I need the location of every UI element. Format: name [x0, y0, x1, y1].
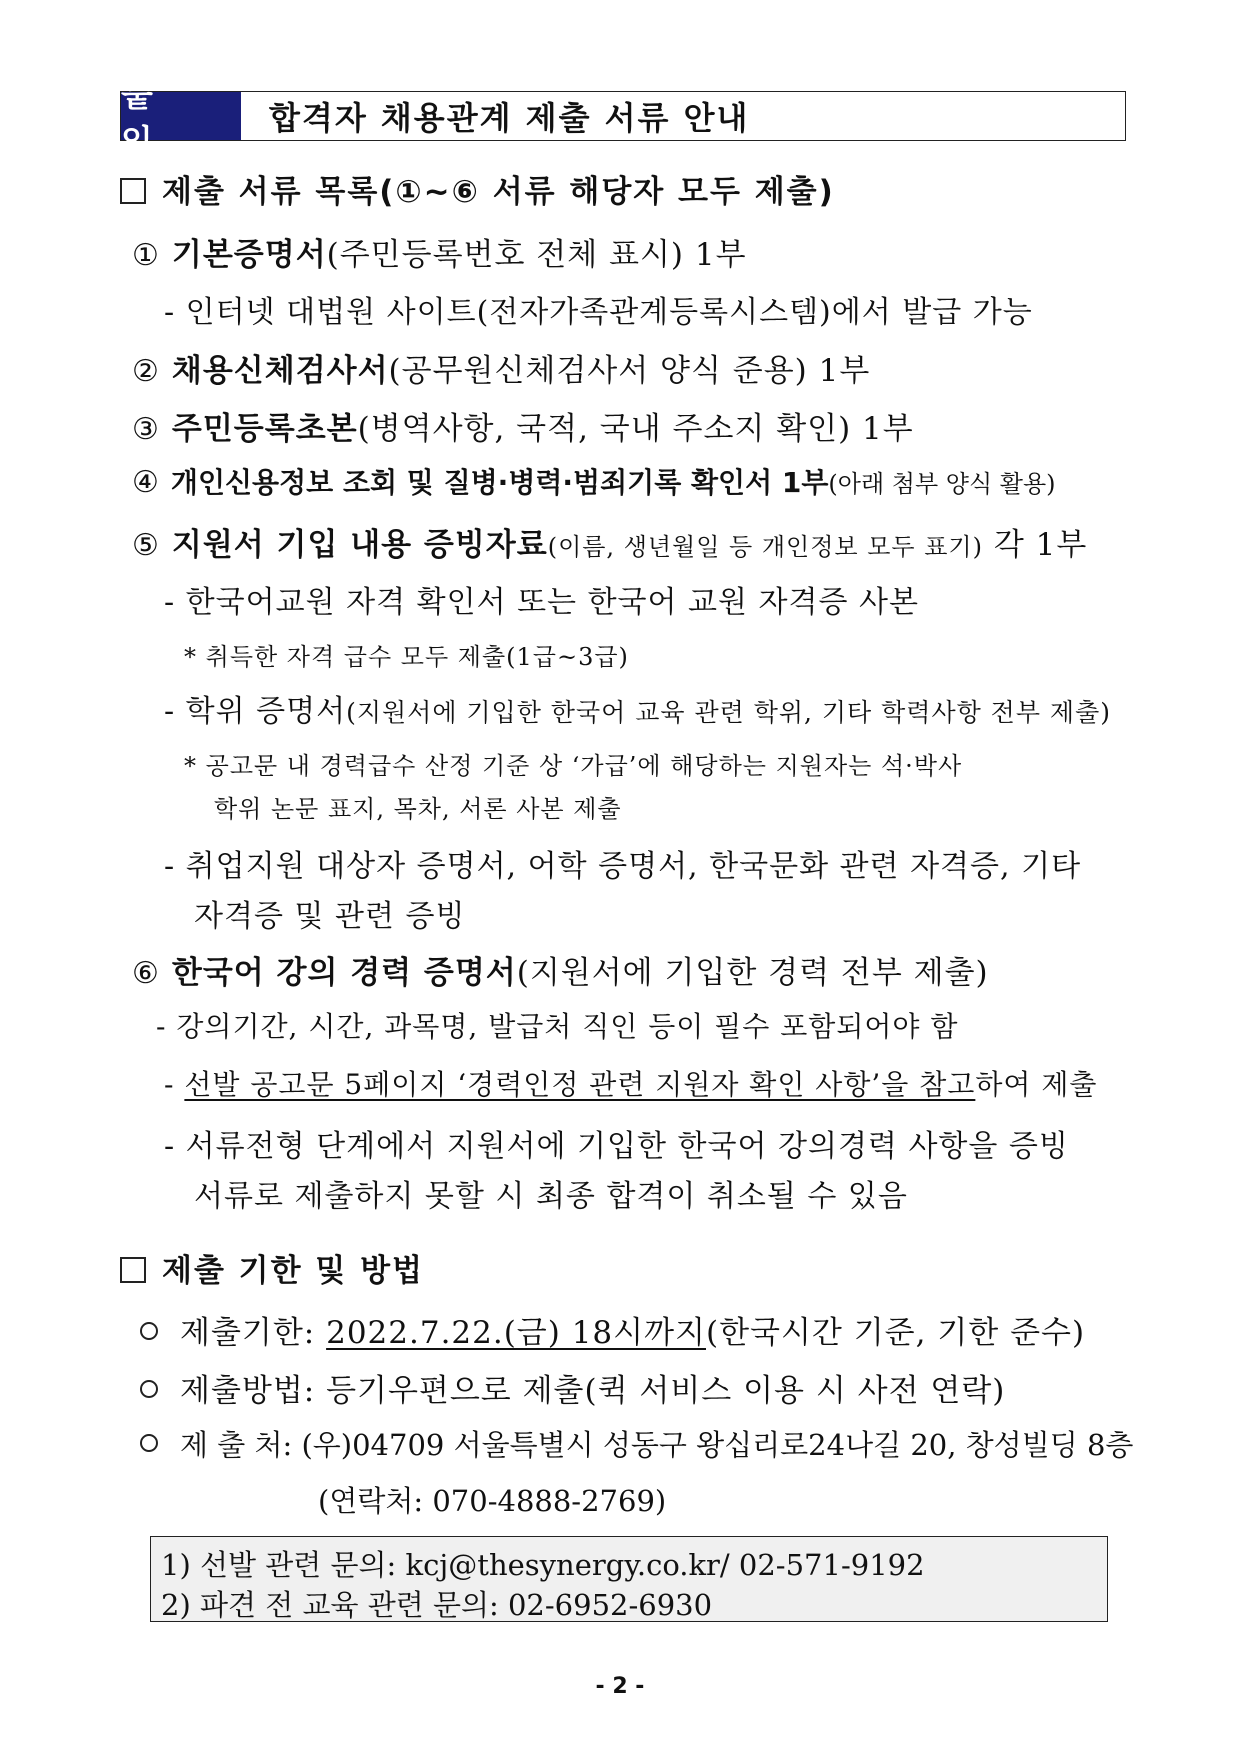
item-1-sub: - 인터넷 대법원 사이트(전자가족관계등록시스템)에서 발급 가능 — [164, 295, 1033, 330]
inquiry-line-2: 2) 파견 전 교육 관련 문의: 02-6952-6930 — [161, 1588, 713, 1622]
checkbox-square-icon — [120, 178, 146, 204]
section2-heading: 제출 기한 및 방법 — [120, 1245, 424, 1290]
item-4: ④ 개인신용정보 조회 및 질병·병력·범죄기록 확인서 1부(아래 첨부 양식 활용) — [132, 465, 1056, 500]
item-5-note-1: * 취득한 자격 급수 모두 제출(1급~3급) — [184, 643, 629, 671]
title-tag: 붙 임 — [121, 92, 241, 140]
item-6: ⑥ 한국어 강의 경력 증명서(지원서에 기입한 경력 전부 제출) — [132, 955, 989, 991]
page-number: - 2 - — [595, 1674, 645, 1699]
item-5-sub-1: - 한국어교원 자격 확인서 또는 한국어 교원 자격증 사본 — [164, 585, 919, 620]
method-row: 제출방법: 등기우편으로 제출(퀵 서비스 이용 시 사전 연락) — [140, 1365, 1005, 1410]
item-3: ③ 주민등록초본(병역사항, 국적, 국내 주소지 확인) 1부 — [132, 411, 914, 447]
page-title: 합격자 채용관계 제출 서류 안내 — [269, 99, 750, 137]
checkbox-square-icon — [120, 1257, 146, 1283]
circle-bullet-icon — [140, 1380, 158, 1398]
item-6-sub-3: - 서류전형 단계에서 지원서에 기입한 한국어 강의경력 사항을 증빙 — [164, 1129, 1069, 1164]
item-5-sub-2: - 학위 증명서(지원서에 기입한 한국어 교육 관련 학위, 기타 학력사항 전부 제출) — [164, 694, 1111, 729]
item-1: ① 기본증명서(주민등록번호 전체 표시) 1부 — [132, 237, 747, 273]
address-row: 제 출 처: (우)04709 서울특별시 성동구 왕십리로24나길 20, 창성빌딩 8층 — [140, 1423, 1133, 1464]
circle-bullet-icon — [140, 1434, 158, 1452]
item-6-sub-3-cont: 서류로 제출하지 못할 시 최종 합격이 취소될 수 있음 — [194, 1179, 908, 1214]
title-box — [120, 75, 1126, 161]
item-5-sub-3-cont: 자격증 및 관련 증빙 — [194, 899, 466, 934]
contact-phone: (연락처: 070-4888-2769) — [318, 1484, 667, 1518]
item-6-sub-2: - 선발 공고문 5페이지 ‘경력인정 관련 지원자 확인 사항’을 참고하여 제출 — [164, 1068, 1098, 1101]
inquiry-line-1: 1) 선발 관련 문의: kcj@thesynergy.co.kr/ 02-571-9192 — [161, 1548, 925, 1582]
section1-heading: 제출 서류 목록(①~⑥ 서류 해당자 모두 제출) — [120, 166, 835, 211]
inquiry-box — [150, 1536, 1108, 1622]
circle-bullet-icon — [140, 1322, 158, 1340]
item-5-sub-3: - 취업지원 대상자 증명서, 어학 증명서, 한국문화 관련 자격증, 기타 — [164, 849, 1082, 884]
item-5-note-2: * 공고문 내 경력급수 산정 기준 상 ‘가급’에 해당하는 지원자는 석·박사 — [184, 752, 963, 780]
item-2: ② 채용신체검사서(공무원신체검사서 양식 준용) 1부 — [132, 353, 871, 389]
deadline-row: 제출기한: 2022.7.22.(금) 18시까지(한국시간 기준, 기한 준수) — [140, 1307, 1085, 1352]
item-5-note-2-cont: 학위 논문 표지, 목차, 서론 사본 제출 — [214, 795, 622, 823]
item-5: ⑤ 지원서 기입 내용 증빙자료(이름, 생년월일 등 개인정보 모두 표기) 각 1부 — [132, 527, 1088, 563]
item-6-sub-1: - 강의기간, 시간, 과목명, 발급처 직인 등이 필수 포함되어야 함 — [156, 1010, 959, 1043]
